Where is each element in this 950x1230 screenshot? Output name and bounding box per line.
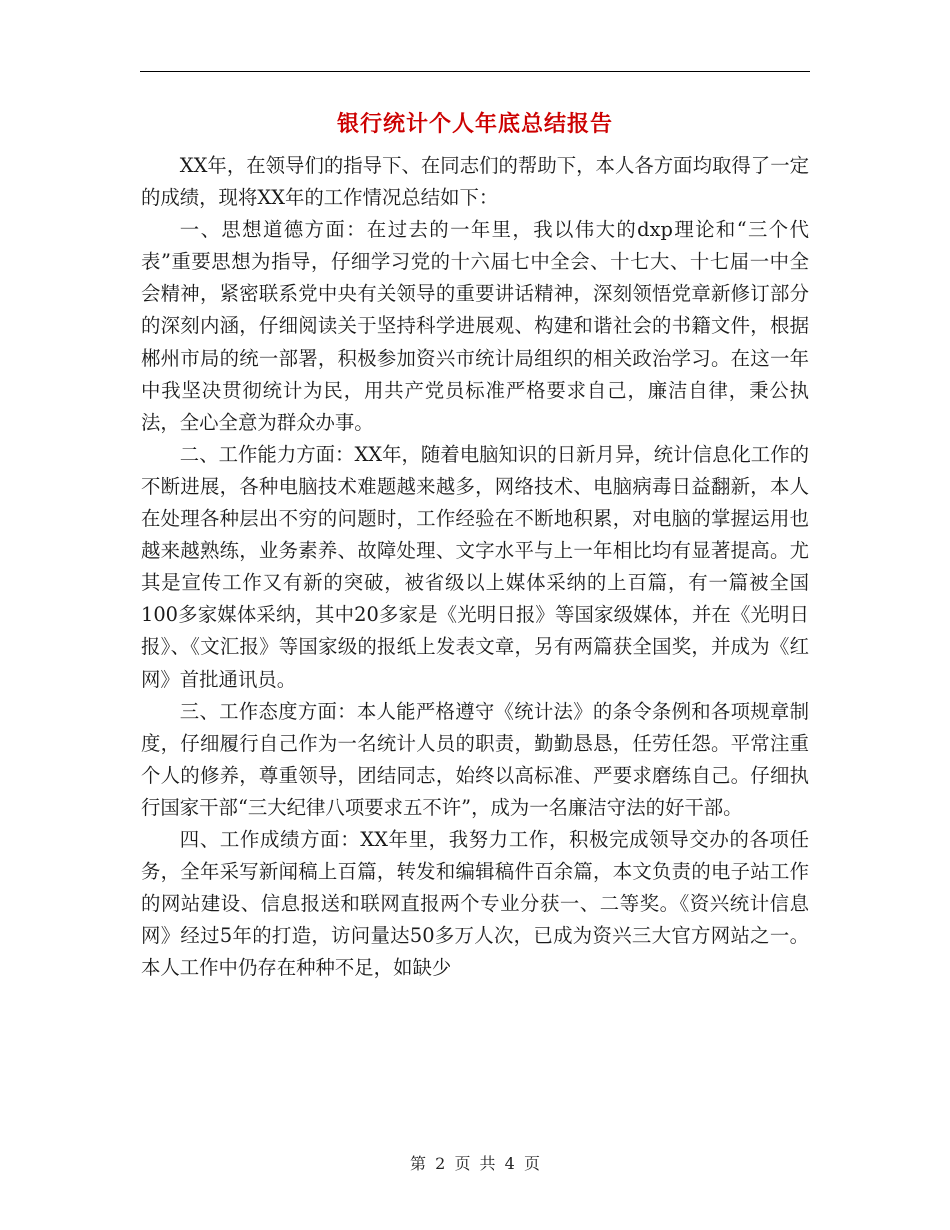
paragraph-intro: XX年，在领导们的指导下、在同志们的帮助下，本人各方面均取得了一定的成绩，现将XX年的工作情况总结如下： <box>141 154 809 210</box>
header-rule <box>140 71 810 72</box>
paragraph-ability: 二、工作能力方面：XX年，随着电脑知识的日新月异，统计信息化工作的不断进展，各种电脑技术难题越来越多，网络技术、电脑病毒日益翻新，本人在处理各种层出不穷的问题时，工作经验在不断地积累，对电脑的掌握运用也越来越熟练，业务素养、故障处理、文字水平与上一年相比均有显著提高。尤其是宣传工作又有新的突破，被省级以上媒体采纳的上百篇，有一篇被全国100多家媒体采纳，其中20多家是《光明日报》等国家级媒体，并在《光明日报》、《文汇报》等国家级的报纸上发表文章，另有两篇获全国奖，并成为《红网》首批通讯员。 <box>141 442 809 691</box>
document-title: 银行统计个人年底总结报告 <box>336 111 613 137</box>
paragraph-ideology: 一、思想道德方面：在过去的一年里，我以伟大的dxp理论和“三个代表”重要思想为指导，仔细学习党的十六届七中全会、十七大、十七届一中全会精神，紧密联系党中央有关领导的重要讲话精神，深刻领悟党章新修订部分的深刻内涵，仔细阅读关于坚持科学进展观、构建和谐社会的书籍文件，根据郴州市局的统一部署，积极参加资兴市统计局组织的相关政治学习。在这一年中我坚决贯彻统计为民，用共产党员标准严格要求自己，廉洁自律，秉公执法，全心全意为群众办事。 <box>141 218 809 434</box>
paragraph-achievement: 四、工作成绩方面：XX年里，我努力工作，积极完成领导交办的各项任务，全年采写新闻稿上百篇，转发和编辑稿件百余篇，本文负责的电子站工作的网站建设、信息报送和联网直报两个专业分获一、二等奖。《资兴统计信息网》经过5年的打造，访问量达50多万人次，已成为资兴三大官方网站之一。本人工作中仍存在种种不足，如缺少 <box>141 827 809 980</box>
paragraph-attitude: 三、工作态度方面：本人能严格遵守《统计法》的条令条例和各项规章制度，仔细履行自己作为一名统计人员的职责，勤勤恳恳，任劳任怨。平常注重个人的修养，尊重领导，团结同志，始终以高标准、严要求磨练自己。仔细执行国家干部“三大纪律八项要求五不许”，成为一名廉洁守法的好干部。 <box>141 699 809 819</box>
footer-total-prefix: 共 <box>479 1154 496 1173</box>
page-footer <box>0 1152 950 1176</box>
footer-current-page: 2 <box>435 1154 446 1173</box>
footer-prefix: 第 <box>410 1154 427 1173</box>
footer-total-pages: 4 <box>504 1154 515 1173</box>
footer-page-unit: 页 <box>454 1154 471 1173</box>
footer-total-unit: 页 <box>523 1154 540 1173</box>
document-body <box>141 150 809 984</box>
